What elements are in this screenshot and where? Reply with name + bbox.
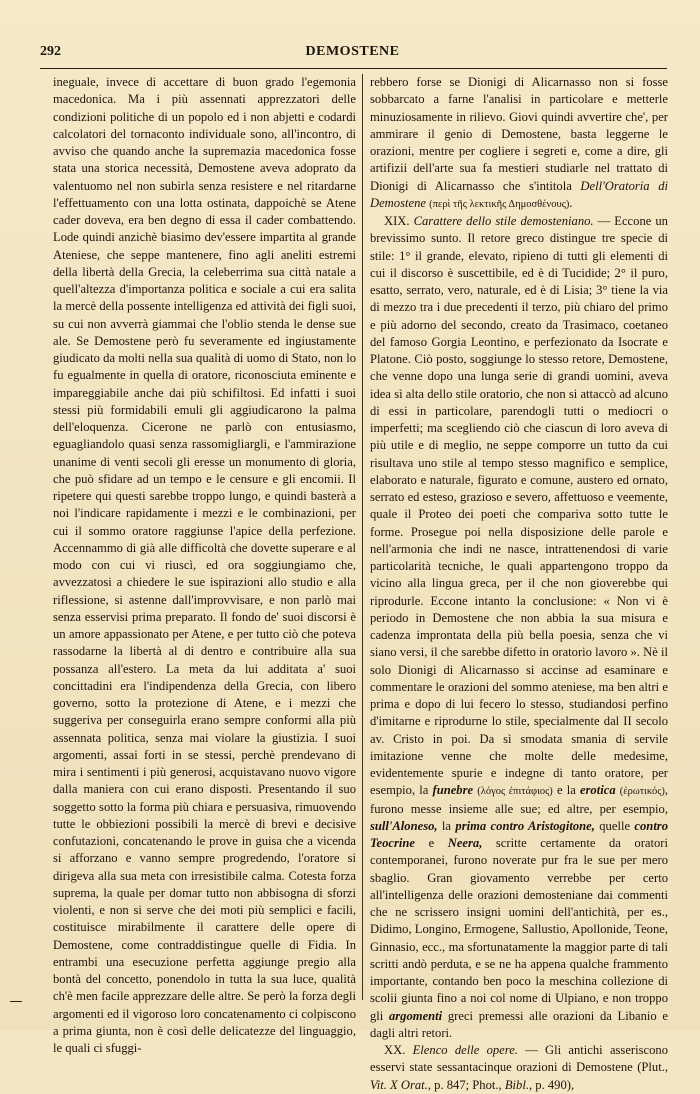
section-text: la [437,818,456,833]
header-rule [40,68,667,69]
section-title: Carattere dello stile demosteniano. [413,214,594,228]
paragraph-text: rebbero forse se Dionigi di Alicarnasso non si fosse sobbarcato a farne l'analisi in particolare e metterle minuziosamente in rilievo. Giovi quindi avvertire che', per ammirare il genio di Demostene, basta leggerne le orazioni, mentre per cogliere i segreti e, come a dire, gli artifizii dell'arte sua fa mestieri studiarle nel trattato di Dionigi di Alicarnasso che s'intitola [370,75,668,193]
greek-title: (περὶ τῆς λεκτικῆς Δημοσθένους) [429,198,570,210]
punctuation: . [569,195,573,210]
section-text: e [415,836,448,850]
section-text: e la [552,783,580,798]
section-text: quelle [594,818,635,833]
page-number: 292 [40,44,61,59]
oration-title: prima contro Aristogitone, [455,818,595,833]
greek-term: (ἐρωτικός) [619,786,665,798]
oration-title: funebre [432,783,474,798]
page-header [40,44,665,66]
section-text: , p. 490), [528,1077,575,1092]
section-text: , furono messe insieme alle sue; ed altre, per esempio, [370,783,669,816]
section-xx [370,1042,668,1094]
paragraph-dionigi [370,74,668,213]
margin-mark [10,1001,22,1002]
section-number: XIX. [384,214,410,228]
left-column-text: ineguale, invece di accettare di buon grado l'egemonia macedonica. Ma i più assennati apprezzatori delle condizioni politiche di un popolo ed i non abjetti e codardi calcolatori del tornaconto individuale sono, all'incontro, di avviso che quando anche la supremazia macedonica fosse stata una storica necessità, Demostene aveva adoprato da valentuomo nel non subirla senza resistere e nel ritardarne l'effettuamento con una lotta ostinata, dappoichè se Atene cader doveva, era ben degno di essa il cader combattendo. Lode quindi anzichè biasimo dev'essere impartita al grande Ateniese, che seppe mantenere, fino agli aneliti estremi della libertà della Grecia, la celeberrima sua città natale a quell'altezza d'importanza politica e sociale a cui era salita la mercè della possente intelligenza ed attività dei figli suoi, su cui non avverrà giammai che l'oblio stenda le dense sue ale. Se Demostene però fu severamente ed ingiustamente giudicato da molti nella sua qualità di uomo di Stato, non lo fu egualmente in quella di oratore, riconosciuta eminente e impareggiabile anche dai più schifiltosi. Ed infatti i suoi stessi più formidabili emuli gli aggiudicarono la palma dell'eloquenza. Cicerone ne parlò con entusiasmo, eguagliandolo quasi senza rassomigliargli, e l'ammirazione unanime di venti secoli gli eresse un monumento di gloria, che può sfidare ad un tempo e le censure e gli encomii. Il ripetere qui questi sarebbe troppo lungo, e quindi basterà a noi l'indicare rapidamente i mezzi e le combinazioni, per cui il sommo oratore raggiunse l'apice della perfezione. Accennammo di già alle difficoltà che dovette superare e al modo con cui vi riuscì, ed ora soggiungiamo che, avvezzatosi a chiedere le sue ispirazioni allo studio e alla riflessione, si astenne dall'improvvisare, e non parlò mai senza esservisi prima preparato. Il fondo de' suoi discorsi è un amore appassionato per Atene, e per tutto ciò che poteva rassodarne la libertà al di dentro e contribuire alla sua possanza all'estero. La meta da lui additata a' suoi concittadini era l'indipendenza della Grecia, con libero governo, sotto la protezione di Atene, e i mezzi che suggeriva per conseguirla erano sempre conformi alla più assennata politica, senza mai violare la giustizia. I suoi argomenti, assai forti in se stessi, perchè prendevano di mira i sentimenti i più generosi, acquistavano nuovo vigore dalla maniera con cui erano disposti. Presentando il suo soggetto sotto la forma più chiara e persuasiva, rimuovendo tutte le obbiezioni possibili la mercè di brevi e decisive confutazioni, concatenando le prove in guisa che a vicenda si afforzano e vanno sempre progredendo, l'oratore si dirigeva alla sua meta con irresistibile calma. Cotesta forza suprema, la quale per domar tutto non abbisogna di sforzi violenti, e non si serve che dei moti più semplici e facili, costituisce mirabilmente il carattere delle opere di Demostene, come contraddistingue quelle di Fidia. In entrambi una esecuzione perfetta aggiunge pregio alla bontà del concetto, ponendolo in tutta la sua luce, qualità ch'è men facile apprezzare delle altre. Se però la forza degli argomenti ed il vigoroso loro concatenamento ci colpiscono a prima giunta, non è così delle delicatezze del linguaggio, le quali ci sfuggi- [53,75,356,1055]
oration-title: Neera, [447,836,483,850]
oration-title: erotica [579,783,616,798]
section-text: scritte certamente da oratori contemporanei, furono noverate pur fra le sue per mero sbaglio. Gran giovamento verrebbe per certo all'intelligenza delle orazioni demosteniane dai commenti che ne scrissero insigni uomini dell'antichità, per es., Didimo, Longino, Ermogene, Sallustio, Apollonide, Teone, Ginnasio, ecc., ma sfortunatamente la maggior parte di tali scritti andò perduta, e se ne ha appena qualche frammento importante, contando ben poco la meschina collezione di scolii giunta fino a noi col nome di Ulpiano, e non troppo gli [370,836,669,1023]
section-text: — Gli antichi asseriscono esservi state sessantacinque orazioni di Demostene (Plut., [370,1043,668,1075]
section-title: Elenco delle opere. [412,1043,518,1057]
running-title: DEMOSTENE [305,44,400,59]
work-title: argomenti [388,1008,443,1023]
oration-title: contro Teocrine [370,818,669,850]
citation-title: Bibl. [504,1077,529,1092]
section-number: XX. [384,1043,406,1057]
section-text: , p. 847; Phot., [427,1077,505,1092]
greek-term: (λόγος ἐπιτάφιος) [477,786,553,798]
work-title: Dell'Oratoria di Demostene [370,178,668,210]
oration-title: sull'Aloneso, [370,818,438,833]
section-text: greci premessi alle orazioni da Libanio e dagli altri retori. [370,1008,668,1040]
left-column [53,74,356,1057]
citation-title: Vit. X Orat. [370,1077,428,1092]
section-text: — Eccone un brevissimo sunto. Il retore greco distingue tre specie di stile: 1° il grande, elevato, ripieno di tutti gli elementi di cui il discorso è suscettibile, ed è di Tucidide; 2° il puro, esatto, serrato, vero, naturale, ed è di Lisia; 3° tiene la via di mezzo tra i due precedenti il terzo, più chiaro del primo e più adorno del secondo, creato da Trasimaco, coetaneo del famoso Gorgia Leontino, e perfezionato da Isocrate e Platone. Ciò posto, soggiunge lo stesso retore, Demostene, che venne dopo una lunga serie di grandi uomini, aveva idea sì alta dello stile oratorio, che non si attaccò ad alcuno di essi in particolare, parendogli tutti o mediocri o imperfetti; ma scegliendo ciò che ciascun di loro aveva di più utile e di meglio, ne seppe comporre un tutto da cui risultava uno stile al tempo stesso magnifico e semplice, elaborato e naturale, figurato e comune, austero ed ornato, serrato ed esteso, grazioso e severo, affettuoso e veemente, quale il Proteo dei poeti che compariva sotto tutte le forme. Prosegue poi nella disposizione delle parole e nell'armonia che indi ne nasce, intrattenendosi di varie particolarità tecniche, le quali appartengono troppo da vicino alla lingua greca, per il che non gioverebbe qui riprodurle. Eccone intanto la conclusione: « Non vi è periodo in Demostene che non abbia la sua misura e cadenza improntata della più bella poesia, senza che vi siano versi, il che sarebbe difetto in oratorio lavoro ». Nè il solo Dionigi di Alicarnasso si accinse ad esaminare e commentare le orazioni del sommo ateniese, ma ben altri e prima e dopo di lui fecero lo stesso, studiandosi perfino d'imitarne e riprodurne lo stile, specialmente dal II secolo av. Cristo in poi. Da sì smodata smania di servile imitazione venne che molte delle medesime, evidentemente spurie e indegne di tanto oratore, per esempio, la [370,214,668,798]
column-divider [362,74,363,1000]
right-column [370,74,668,1094]
section-xix [370,213,668,1042]
